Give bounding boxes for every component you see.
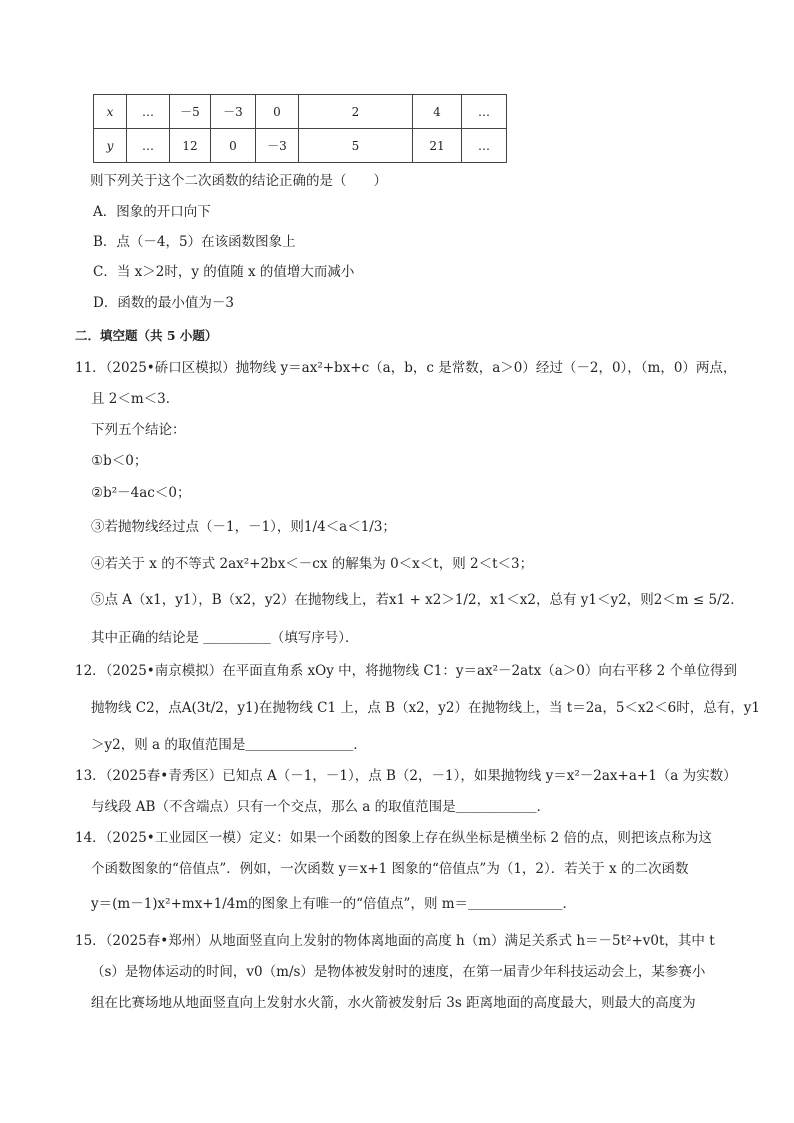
table-cell: 5 — [299, 129, 413, 163]
table-cell: … — [127, 95, 170, 129]
option-d: D．函数的最小值为－3 — [93, 295, 234, 311]
table-cell: 0 — [211, 129, 256, 163]
table-cell: 2 — [299, 95, 413, 129]
table-cell: … — [462, 129, 507, 163]
q11-conclusion-5: ⑤点 A（x1，y1），B（x2，y2）在抛物线上，若x1 + x2＞1/2，x1＜x2，总有 y1＜y2，则2＜m ≤ 5/2． — [91, 592, 744, 608]
q11-line2: 且 2＜m＜3． — [91, 391, 180, 407]
table-cell: 21 — [413, 129, 462, 163]
option-a: A．图象的开口向下 — [93, 204, 211, 220]
table-cell: －5 — [170, 95, 211, 129]
option-b: B．点（－4，5）在该函数图象上 — [93, 234, 296, 250]
q11-line1: 11．（2025•硚口区模拟）抛物线 y＝ax²+bx+c（a，b，c 是常数，a＞0）经过（－2，0），（m，0）两点， — [75, 360, 737, 376]
q14-line2: 个函数图象的“倍值点”．例如，一次函数 y＝x+1 图象的“倍值点”为（1，2）．若关于 x 的二次函数 — [91, 861, 689, 877]
q15-line2: （s）是物体运动的时间，v0（m/s）是物体被发射时的速度，在第一届青少年科技运动会上，某参赛小 — [91, 964, 706, 980]
table-row — [94, 95, 507, 129]
table-cell: … — [462, 95, 507, 129]
table-cell: 12 — [170, 129, 211, 163]
section-title: 二．填空题（共 5 小题） — [75, 328, 218, 343]
table-cell: 0 — [256, 95, 299, 129]
q11-answer-line: 其中正确的结论是 ＿＿＿＿＿（填写序号）． — [91, 630, 359, 646]
value-table — [93, 94, 507, 163]
q11-line3: 下列五个结论： — [91, 422, 186, 438]
question-stem: 则下列关于这个二次函数的结论正确的是（ ） — [90, 173, 387, 189]
q11-conclusion-4: ④若关于 x 的不等式 2ax²+2bx＜－cx 的解集为 0＜x＜t，则 2＜t＜3； — [91, 556, 534, 572]
option-c: C．当 x＞2时，y 的值随 x 的值增大而减小 — [93, 264, 355, 280]
table-row — [94, 129, 507, 163]
q12-line3: ＞y2，则 a 的取值范围是＿＿＿＿＿＿＿＿． — [91, 737, 367, 753]
table-cell: y — [94, 129, 127, 163]
table-cell: … — [127, 129, 170, 163]
q14-line1: 14．（2025•工业园区一模）定义：如果一个函数的图象上存在纵坐标是横坐标 2 倍的点，则把该点称为这 — [75, 830, 712, 846]
table-cell: －3 — [211, 95, 256, 129]
q14-line3: y＝(m－1)x²+mx+1/4m的图象上有唯一的“倍值点”，则 m＝＿＿＿＿＿＿＿． — [91, 896, 577, 912]
table-cell: x — [94, 95, 127, 129]
q11-conclusion-1: ①b＜0； — [91, 453, 148, 469]
q15-line1: 15．（2025春•郑州）从地面竖直向上发射的物体离地面的高度 h（m）满足关系式 h＝－5t²+v0t，其中 t — [75, 933, 715, 949]
q12-line1: 12．（2025•南京模拟）在平面直角系 xOy 中，将抛物线 C1：y＝ax²－2atx（a＞0）向右平移 2 个单位得到 — [75, 663, 738, 679]
q11-conclusion-2: ②b²－4ac＜0； — [91, 485, 191, 501]
q13-line2: 与线段 AB（不含端点）只有一个交点，那么 a 的取值范围是＿＿＿＿＿＿． — [91, 799, 551, 815]
q11-conclusion-3: ③若抛物线经过点（－1，－1），则1/4＜a＜1/3； — [91, 519, 396, 535]
table-cell: 4 — [413, 95, 462, 129]
table-cell: －3 — [256, 129, 299, 163]
q15-line3: 组在比赛场地从地面竖直向上发射水火箭，水火箭被发射后 3s 距离地面的高度最大，则最大的高度为 — [91, 995, 696, 1011]
q12-line2: 抛物线 C2，点A(3t/2，y1)在抛物线 C1 上，点 B（x2，y2）在抛物线上，当 t＝2a，5＜x2＜6时，总有，y1 — [91, 700, 760, 716]
q13-line1: 13．（2025春•青秀区）已知点 A（－1，－1），点 B（2，－1），如果抛物线 y＝x²－2ax+a+1（a 为实数） — [75, 768, 737, 784]
